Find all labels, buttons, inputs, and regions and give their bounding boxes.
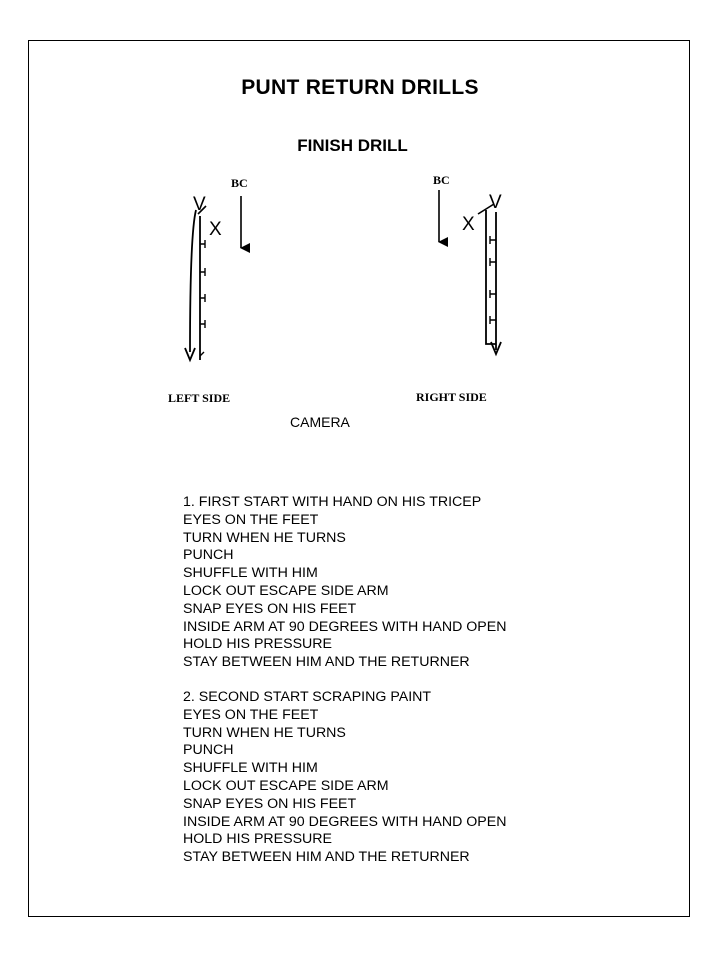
camera-label: CAMERA: [290, 414, 350, 430]
instruction-line: HOLD HIS PRESSURE: [183, 831, 333, 848]
instruction-line: 1. FIRST START WITH HAND ON HIS TRICEP: [183, 494, 482, 510]
left-bc-label: BC: [231, 176, 248, 190]
instruction-line: PUNCH: [183, 547, 234, 564]
left-blocker-path: [190, 210, 196, 352]
right-blocker-path: [486, 210, 496, 344]
instruction-line: TURN WHEN HE TURNS: [183, 529, 346, 546]
instruction-line: INSIDE ARM AT 90 DEGREES WITH HAND OPEN: [183, 618, 507, 635]
instruction-line: SHUFFLE WITH HIM: [183, 760, 318, 777]
instruction-line: EYES ON THE FEET: [183, 511, 319, 528]
drill-title: FINISH DRILL: [297, 136, 408, 155]
left-blocker-symbol: V: [193, 194, 206, 215]
instruction-line: STAY BETWEEN HIM AND THE RETURNER: [183, 849, 470, 866]
instruction-line: INSIDE ARM AT 90 DEGREES WITH HAND OPEN: [183, 813, 507, 830]
instruction-group-1: [183, 494, 506, 672]
instruction-line: TURN WHEN HE TURNS: [183, 724, 346, 741]
left-side-label: LEFT SIDE: [168, 391, 231, 405]
instruction-line: 2. SECOND START SCRAPING PAINT: [183, 688, 432, 705]
instruction-line: SHUFFLE WITH HIM: [183, 565, 318, 582]
instruction-line: PUNCH: [183, 742, 234, 759]
page-title: PUNT RETURN DRILLS: [241, 76, 479, 99]
right-bc-label: BC: [433, 173, 450, 187]
instruction-line: SNAP EYES ON HIS FEET: [183, 600, 357, 617]
instruction-line: STAY BETWEEN HIM AND THE RETURNER: [183, 654, 470, 671]
instruction-line: LOCK OUT ESCAPE SIDE ARM: [183, 582, 389, 599]
instruction-line: LOCK OUT ESCAPE SIDE ARM: [183, 777, 389, 794]
right-defender-symbol: X: [462, 214, 475, 235]
right-blocker-symbol: V: [489, 192, 502, 213]
instruction-line: HOLD HIS PRESSURE: [183, 636, 333, 653]
instruction-group-2: [183, 689, 506, 867]
left-defender-symbol: X: [209, 219, 222, 240]
instruction-line: SNAP EYES ON HIS FEET: [183, 795, 357, 812]
right-side-label: RIGHT SIDE: [416, 390, 487, 404]
instructions-list: [183, 494, 506, 867]
instruction-line: EYES ON THE FEET: [183, 706, 319, 723]
